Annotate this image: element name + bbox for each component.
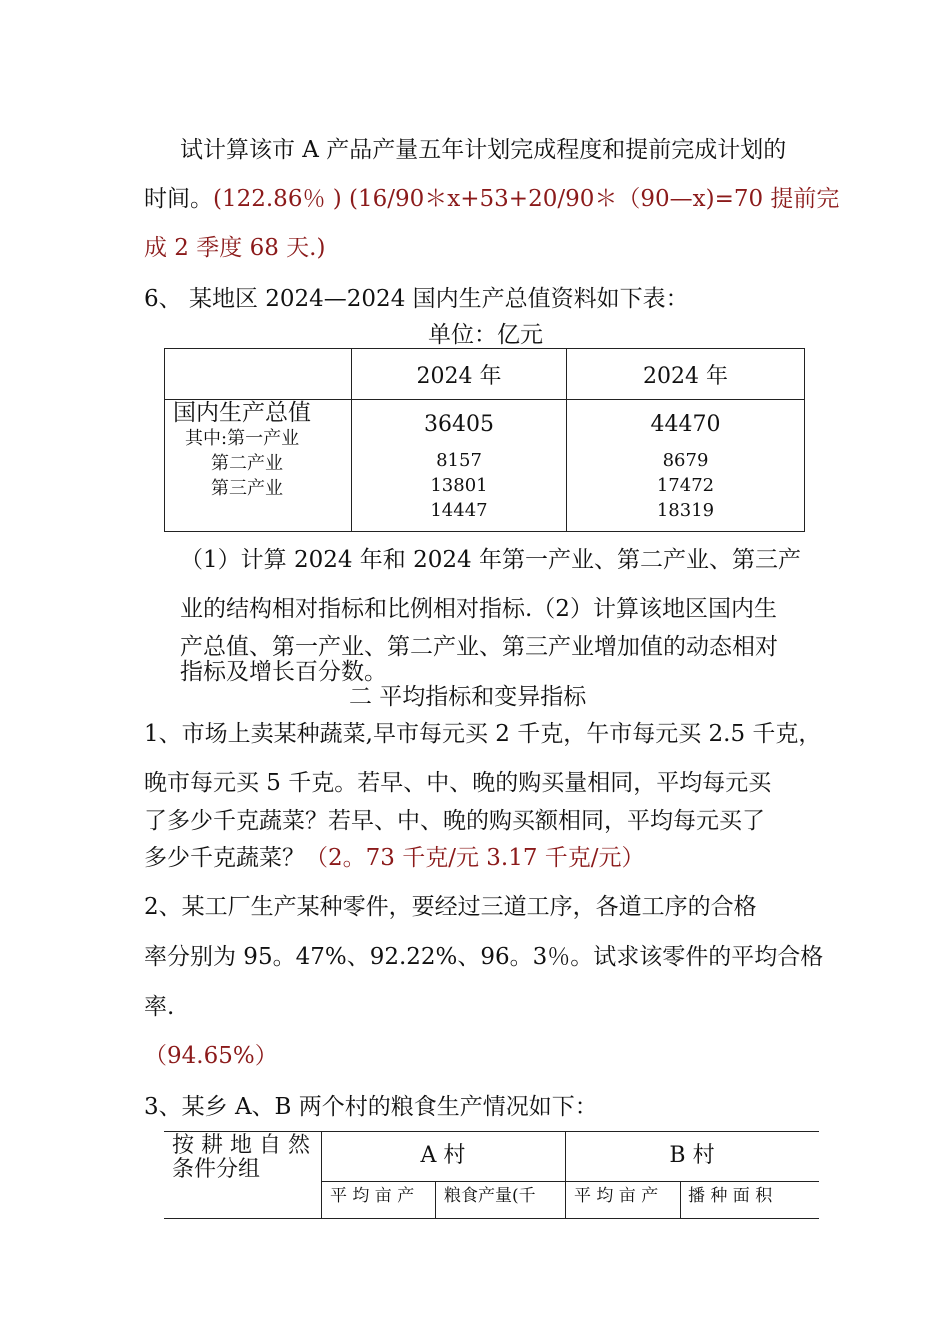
q1-line1: 1、市场上卖某种蔬菜,早市每元买 2 千克，午市每元买 2.5 千克，	[144, 721, 822, 747]
q2-line3: 率.	[144, 994, 175, 1020]
gdp-col-header-1: 2024 年	[352, 349, 567, 400]
q3-heading: 3、某乡 A、B 两个村的粮食生产情况如下：	[144, 1094, 598, 1120]
gdp-col2-values	[567, 400, 805, 532]
para1-line2	[144, 184, 839, 214]
q6-question-line: 指标及增长百分数。	[180, 659, 387, 685]
gdp-col-header-2: 2024 年	[567, 349, 805, 400]
grain-village-a: A 村	[420, 1143, 466, 1168]
q6-question-line: （1）计算 2024 年和 2024 年第一产业、第二产业、第三产	[180, 547, 801, 573]
q1-line4	[144, 843, 645, 873]
grain-table-top-border	[164, 1131, 819, 1132]
grain-table	[164, 1131, 819, 1219]
grain-sub-header: 播 种 面 积	[688, 1186, 773, 1206]
grain-group-label-2: 条件分组	[172, 1157, 261, 1182]
grain-sub-header: 平 均 亩 产	[574, 1186, 659, 1206]
gdp-col1-value: 14447	[430, 500, 488, 521]
q6-question-line: 产总值、第一产业、第二产业、第三产业增加值的动态相对	[180, 634, 778, 660]
q1-line3: 了多少千克蔬菜？若早、中、晚的购买额相同，平均每元买了	[144, 808, 765, 834]
gdp-col1-values	[352, 400, 567, 532]
section2-title: 二 平均指标和变异指标	[349, 684, 587, 710]
gdp-row-label-tertiary: 第三产业	[211, 478, 283, 499]
para1-line3: 成 2 季度 68 天.)	[144, 235, 326, 261]
q1-answer: （2。73 千克/元 3.17 千克/元）	[305, 845, 645, 871]
q1-line4-text: 多少千克蔬菜？	[144, 845, 305, 871]
para1-line1: 试计算该市 A 产品产量五年计划完成程度和提前完成计划的	[180, 137, 787, 163]
gdp-row-label-primary: 其中:第一产业	[185, 428, 300, 449]
gdp-col1-value: 8157	[436, 450, 482, 471]
gdp-col1-value: 13801	[430, 475, 488, 496]
q6-heading: 6、 某地区 2024—2024 国内生产总值资料如下表：	[144, 286, 689, 312]
q2-answer: （94.65%）	[144, 1043, 278, 1069]
q6-unit: 单位：亿元	[428, 322, 543, 348]
gdp-table-corner	[165, 349, 352, 400]
para1-line2-text: 时间。	[144, 186, 213, 212]
gdp-table	[164, 348, 805, 532]
grain-table-vline	[680, 1181, 681, 1219]
q2-line1: 2、某工厂生产某种零件，要经过三道工序，各道工序的合格	[144, 894, 757, 920]
grain-table-bottom-border	[164, 1218, 819, 1219]
q2-line2: 率分别为 95。47%、92.22%、96。3％。试求该零件的平均合格	[144, 944, 824, 970]
gdp-col2-total: 44470	[650, 412, 721, 437]
grain-village-b: B 村	[669, 1143, 715, 1168]
gdp-row-labels	[165, 400, 352, 532]
gdp-row-label-secondary: 第二产业	[211, 453, 283, 474]
gdp-col1-total: 36405	[424, 412, 494, 437]
gdp-col2-value: 18319	[656, 500, 715, 521]
q1-line2: 晚市每元买 5 千克。若早、中、晚的购买量相同，平均每元买	[144, 770, 772, 796]
grain-sub-header: 粮食产量(千	[444, 1186, 536, 1206]
gdp-col2-value: 8679	[662, 450, 709, 471]
grain-table-vline	[435, 1181, 436, 1219]
q6-question-line: 业的结构相对指标和比例相对指标.（2）计算该地区国内生	[180, 596, 777, 622]
para1-answer: (122.86％ ) (16/90＊x+53+20/90＊（90—x)=70 提前完	[213, 186, 840, 212]
grain-group-label-1: 按 耕 地 自 然	[172, 1133, 310, 1158]
grain-sub-header: 平 均 亩 产	[330, 1186, 415, 1206]
grain-table-mid-border	[321, 1181, 819, 1182]
gdp-col2-value: 17472	[656, 475, 715, 496]
gdp-row-label-main: 国内生产总值	[173, 400, 311, 426]
